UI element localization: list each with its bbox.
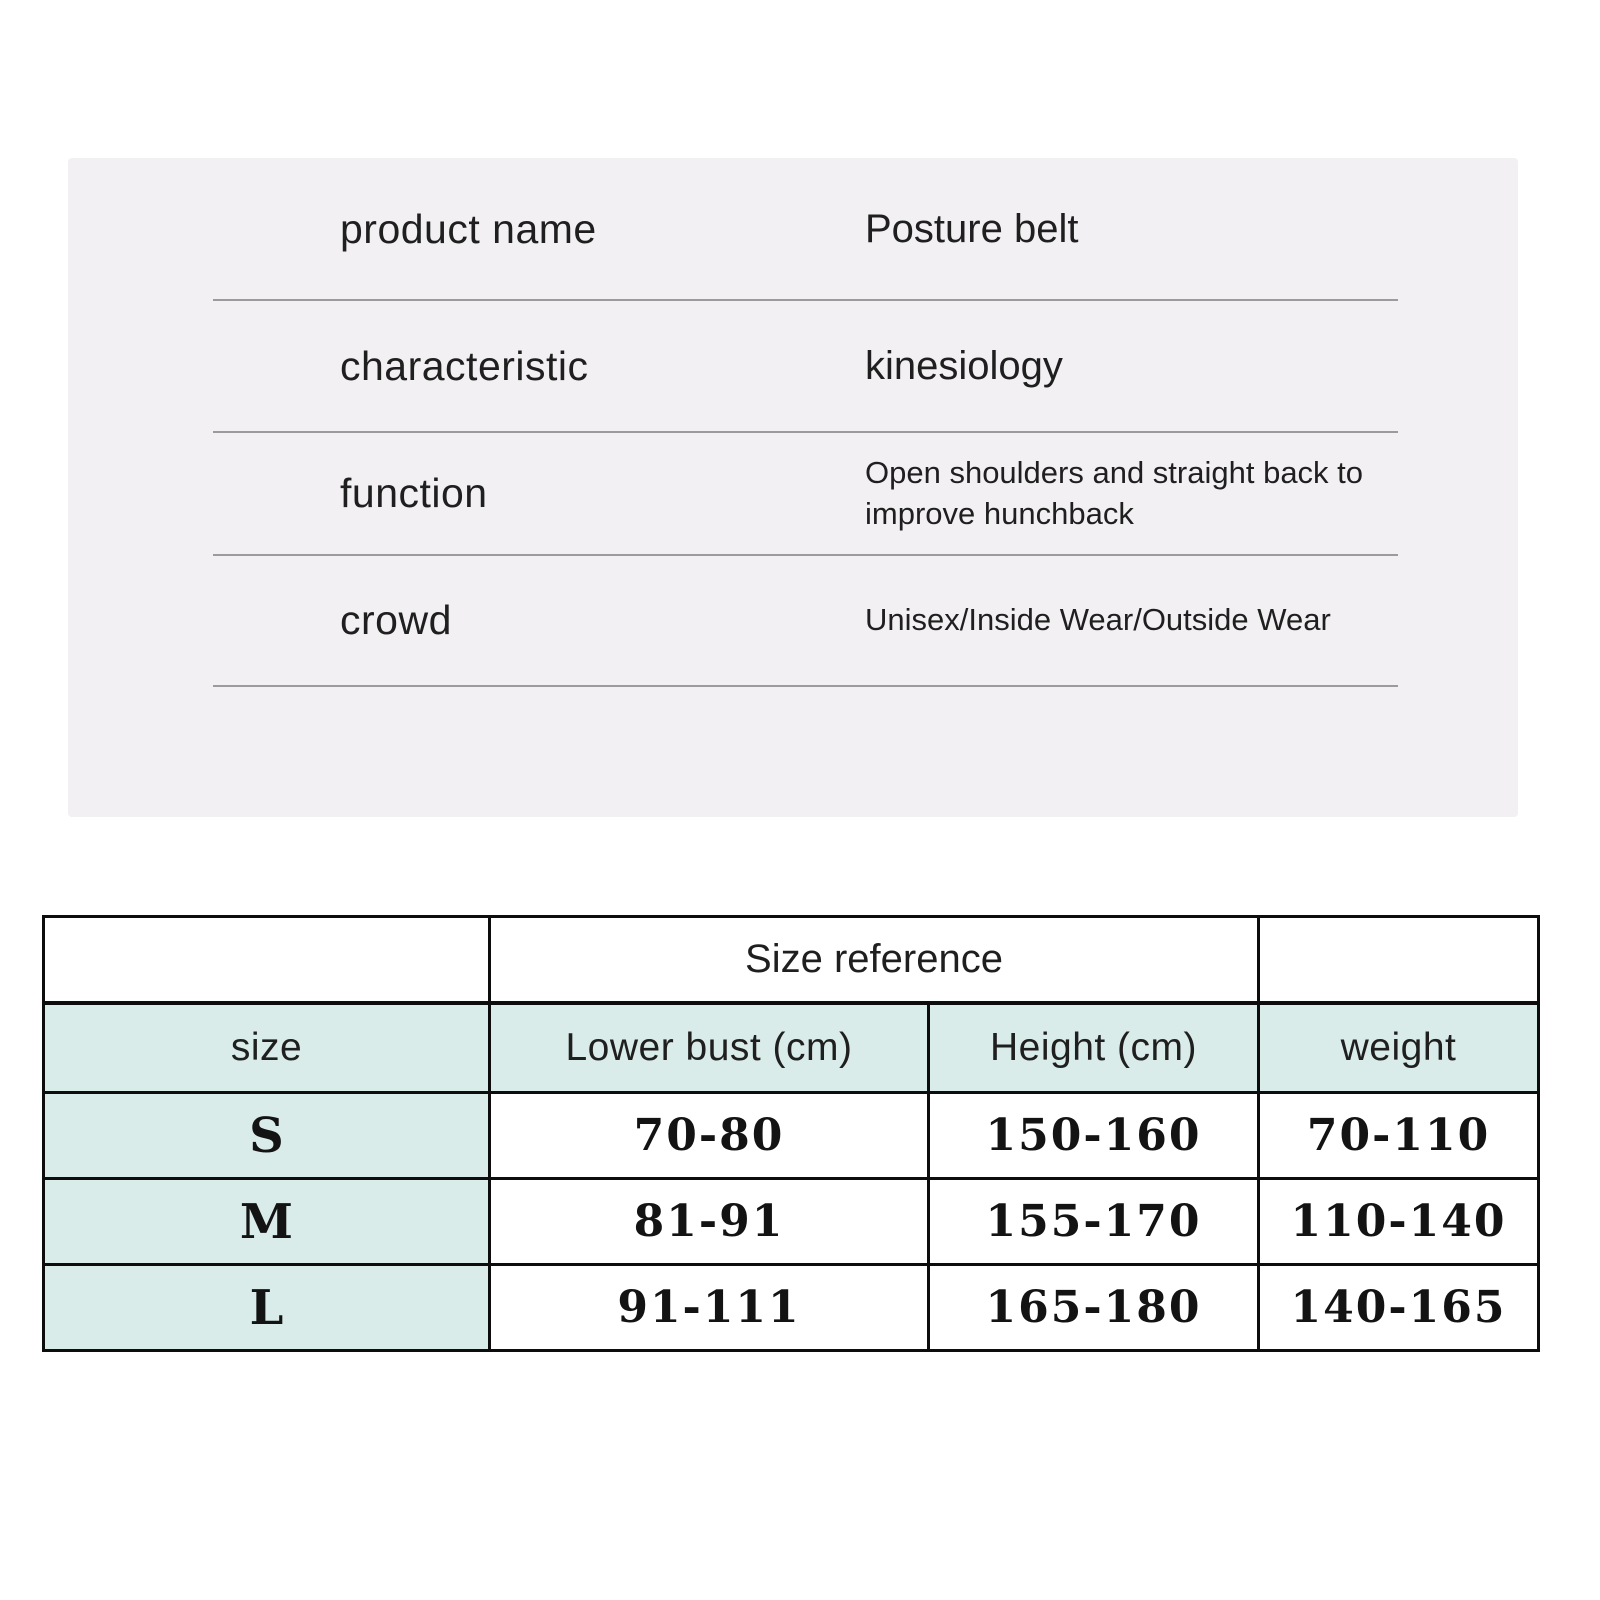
empty-corner-cell	[1259, 917, 1539, 1003]
table-header-row	[44, 1003, 1539, 1093]
info-row-product-name	[68, 158, 1518, 300]
info-row-characteristic	[68, 300, 1518, 432]
characteristic-label: characteristic	[340, 342, 589, 389]
table-row-s	[44, 1093, 1539, 1179]
product-name-label: product name	[340, 205, 597, 252]
size-value: L	[44, 1265, 490, 1351]
column-header-weight: weight	[1259, 1003, 1539, 1093]
height-value: 155-170	[929, 1179, 1259, 1265]
lower-bust-value: 91-111	[490, 1265, 929, 1351]
info-row-crowd	[68, 555, 1518, 686]
product-info-panel	[68, 158, 1518, 817]
table-title-row	[44, 917, 1539, 1003]
crowd-value: Unisex/Inside Wear/Outside Wear	[865, 602, 1331, 638]
table-title: Size reference	[490, 917, 1259, 1003]
lower-bust-value: 81-91	[490, 1179, 929, 1265]
lower-bust-value: 70-80	[490, 1093, 929, 1179]
characteristic-value: kinesiology	[865, 343, 1063, 388]
function-label: function	[340, 470, 488, 516]
table-row-m	[44, 1179, 1539, 1265]
column-header-height: Height (cm)	[929, 1003, 1259, 1093]
column-header-lower-bust: Lower bust (cm)	[490, 1003, 929, 1093]
weight-value: 70-110	[1259, 1093, 1539, 1179]
column-header-size: size	[44, 1003, 490, 1093]
table-row-l	[44, 1265, 1539, 1351]
weight-value: 110-140	[1259, 1179, 1539, 1265]
size-reference-table	[42, 915, 1540, 1352]
size-value: M	[44, 1179, 490, 1265]
product-name-value: Posture belt	[865, 206, 1079, 251]
height-value: 165-180	[929, 1265, 1259, 1351]
height-value: 150-160	[929, 1093, 1259, 1179]
crowd-label: crowd	[340, 597, 452, 643]
function-value: Open shoulders and straight back to improve hunchback	[865, 455, 1364, 531]
empty-corner-cell	[44, 917, 490, 1003]
weight-value: 140-165	[1259, 1265, 1539, 1351]
size-value: S	[44, 1093, 490, 1179]
info-row-function	[68, 432, 1518, 555]
row-divider	[213, 685, 1398, 687]
